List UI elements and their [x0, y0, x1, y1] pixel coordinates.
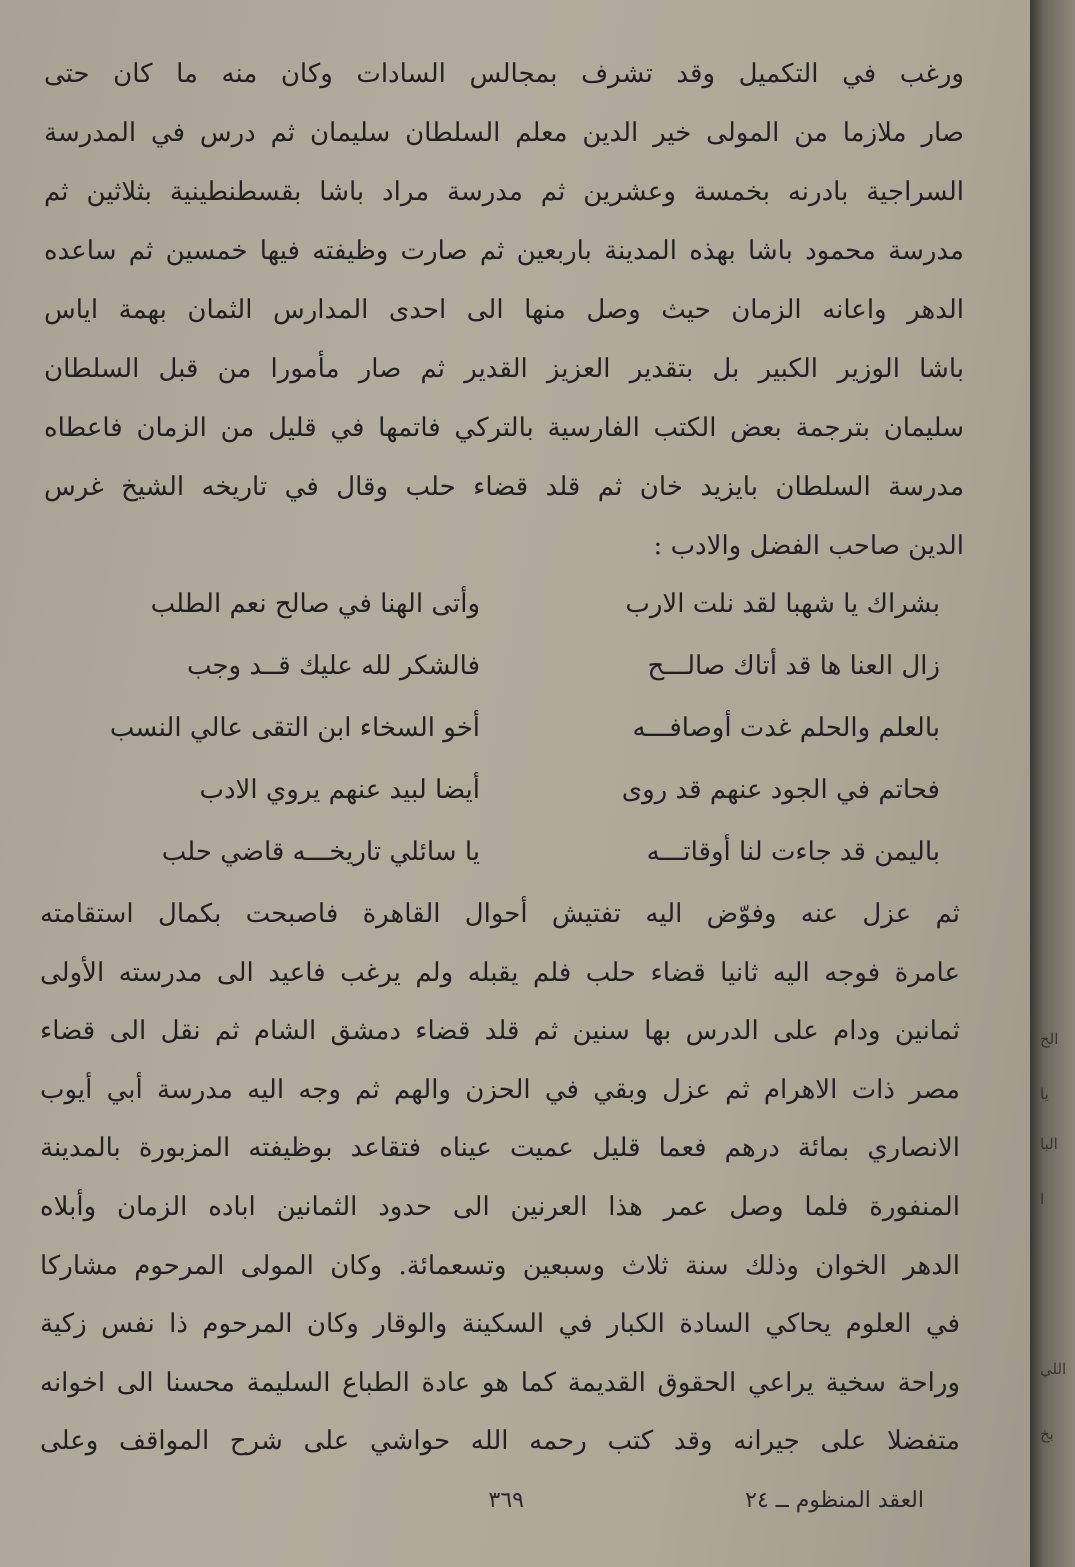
text-line: ثم عزل عنه وفوّض اليه تفتيش أحوال القاهرة فاصبحت بكمال استقامته [40, 899, 960, 929]
poem [60, 573, 940, 883]
text-line: باشا الوزير الكبير بل بتقدير العزيز القدير ثم صار مأمورا من قبل السلطان [44, 354, 964, 384]
hemistich-first: بالعلم والحلم غدت أوصافـــه [632, 713, 940, 743]
hemistich-first: زال العنا ها قد أتاك صالـــح [647, 651, 940, 681]
text-line: عامرة فوجه اليه ثانيا قضاء حلب فلم يقبله ولم يرغب فاعيد الى مدرسته الأولى [40, 957, 960, 988]
poem-verse [60, 573, 940, 635]
text-line: ثمانين ودام على الدرس بها سنين ثم قلد قضاء دمشق الشام ثم نقل الى قضاء [40, 1016, 960, 1047]
poem-verse [60, 635, 940, 697]
facing-page-fragment: الح [1040, 1030, 1059, 1048]
text-line: مدرسة محمود باشا بهذه المدينة باربعين ثم صارت وظيفته فيها خمسين ثم ساعده [44, 236, 964, 266]
page-number: ٣٦٩ [488, 1488, 524, 1513]
facing-page-fragment: البا [1040, 1135, 1058, 1153]
paragraph-2 [40, 885, 960, 1471]
text-line: صار ملازما من المولى خير الدين معلم السلطان سليمان ثم درس في المدرسة [44, 118, 964, 148]
text-line: ورغب في التكميل وقد تشرف بمجالس السادات وكان منه ما كان حتى [44, 59, 964, 89]
hemistich-first: فحاتم في الجود عنهم قد روى [621, 775, 940, 805]
text-line: مصر ذات الاهرام ثم عزل وبقي في الحزن والهم ثم وجه اليه مدرسة أبي أيوب [40, 1074, 960, 1105]
facing-page-fragment: بخ [1040, 1425, 1054, 1443]
text-line: الانصاري بمائة درهم فعما قليل عميت عيناه فتقاعد بوظيفته المزبورة بالمدينة [40, 1133, 960, 1164]
hemistich-second: يا سائلي تاريخـــه قاضي حلب [161, 837, 480, 867]
poem-verse [60, 697, 940, 759]
hemistich-second: أيضا لبيد عنهم يروي الادب [199, 775, 480, 805]
text-line: وراحة سخية يراعي الحقوق القديمة كما هو عادة الطباع السليمة محسنا الى اخوانه [40, 1367, 960, 1398]
hemistich-second: فالشكر لله عليك قــد وجب [186, 651, 480, 681]
signature-mark: العقد المنظوم ــ ٢٤ [745, 1488, 924, 1513]
text-line: سليمان بترجمة بعض الكتب الفارسية بالتركي فاتمها في قليل من الزمان فاعطاه [44, 413, 964, 443]
hemistich-first: بشراك يا شهبا لقد نلت الارب [625, 589, 940, 619]
text-line: مدرسة السلطان بايزيد خان ثم قلد قضاء حلب وقال في تاريخه الشيخ غرس [44, 472, 964, 502]
hemistich-second: أخو السخاء ابن التقى عالي النسب [109, 713, 480, 743]
facing-page-edge [1030, 0, 1075, 1567]
text-line: الدين صاحب الفضل والادب : [653, 531, 964, 561]
text-line: المنفورة فلما وصل عمر هذا العرنين الى حدود الثمانين اباده الزمان وأبلاه [40, 1191, 960, 1222]
text-line: متفضلا على جيرانه وقد كتب رحمه الله حواشي على شرح المواقف وعلى [40, 1426, 960, 1457]
facing-page-fragment: ا [1040, 1190, 1045, 1208]
page-footer [44, 1488, 924, 1528]
facing-page-fragment: يا [1040, 1085, 1049, 1103]
hemistich-second: وأتى الهنا في صالح نعم الطلب [150, 589, 480, 619]
poem-verse [60, 759, 940, 821]
facing-page-fragment: اللي [1040, 1360, 1067, 1378]
text-line: السراجية بادرنه بخمسة وعشرين ثم مدرسة مراد باشا بقسطنطينية بثلاثين ثم [44, 177, 964, 207]
text-line: في العلوم يحاكي السادة الكبار في السكينة والوقار وكان المرحوم ذا نفس زكية [40, 1309, 960, 1340]
poem-verse [60, 821, 940, 883]
hemistich-first: باليمن قد جاءت لنا أوقاتـــه [646, 837, 940, 867]
text-line: الدهر الخوان وذلك سنة ثلاث وسبعين وتسعمائة. وكان المولى المرحوم مشاركا [40, 1250, 960, 1281]
text-line: الدهر واعانه الزمان حيث وصل منها الى احدى المدارس الثمان بهمة اياس [44, 295, 964, 325]
paragraph-1 [44, 45, 964, 576]
